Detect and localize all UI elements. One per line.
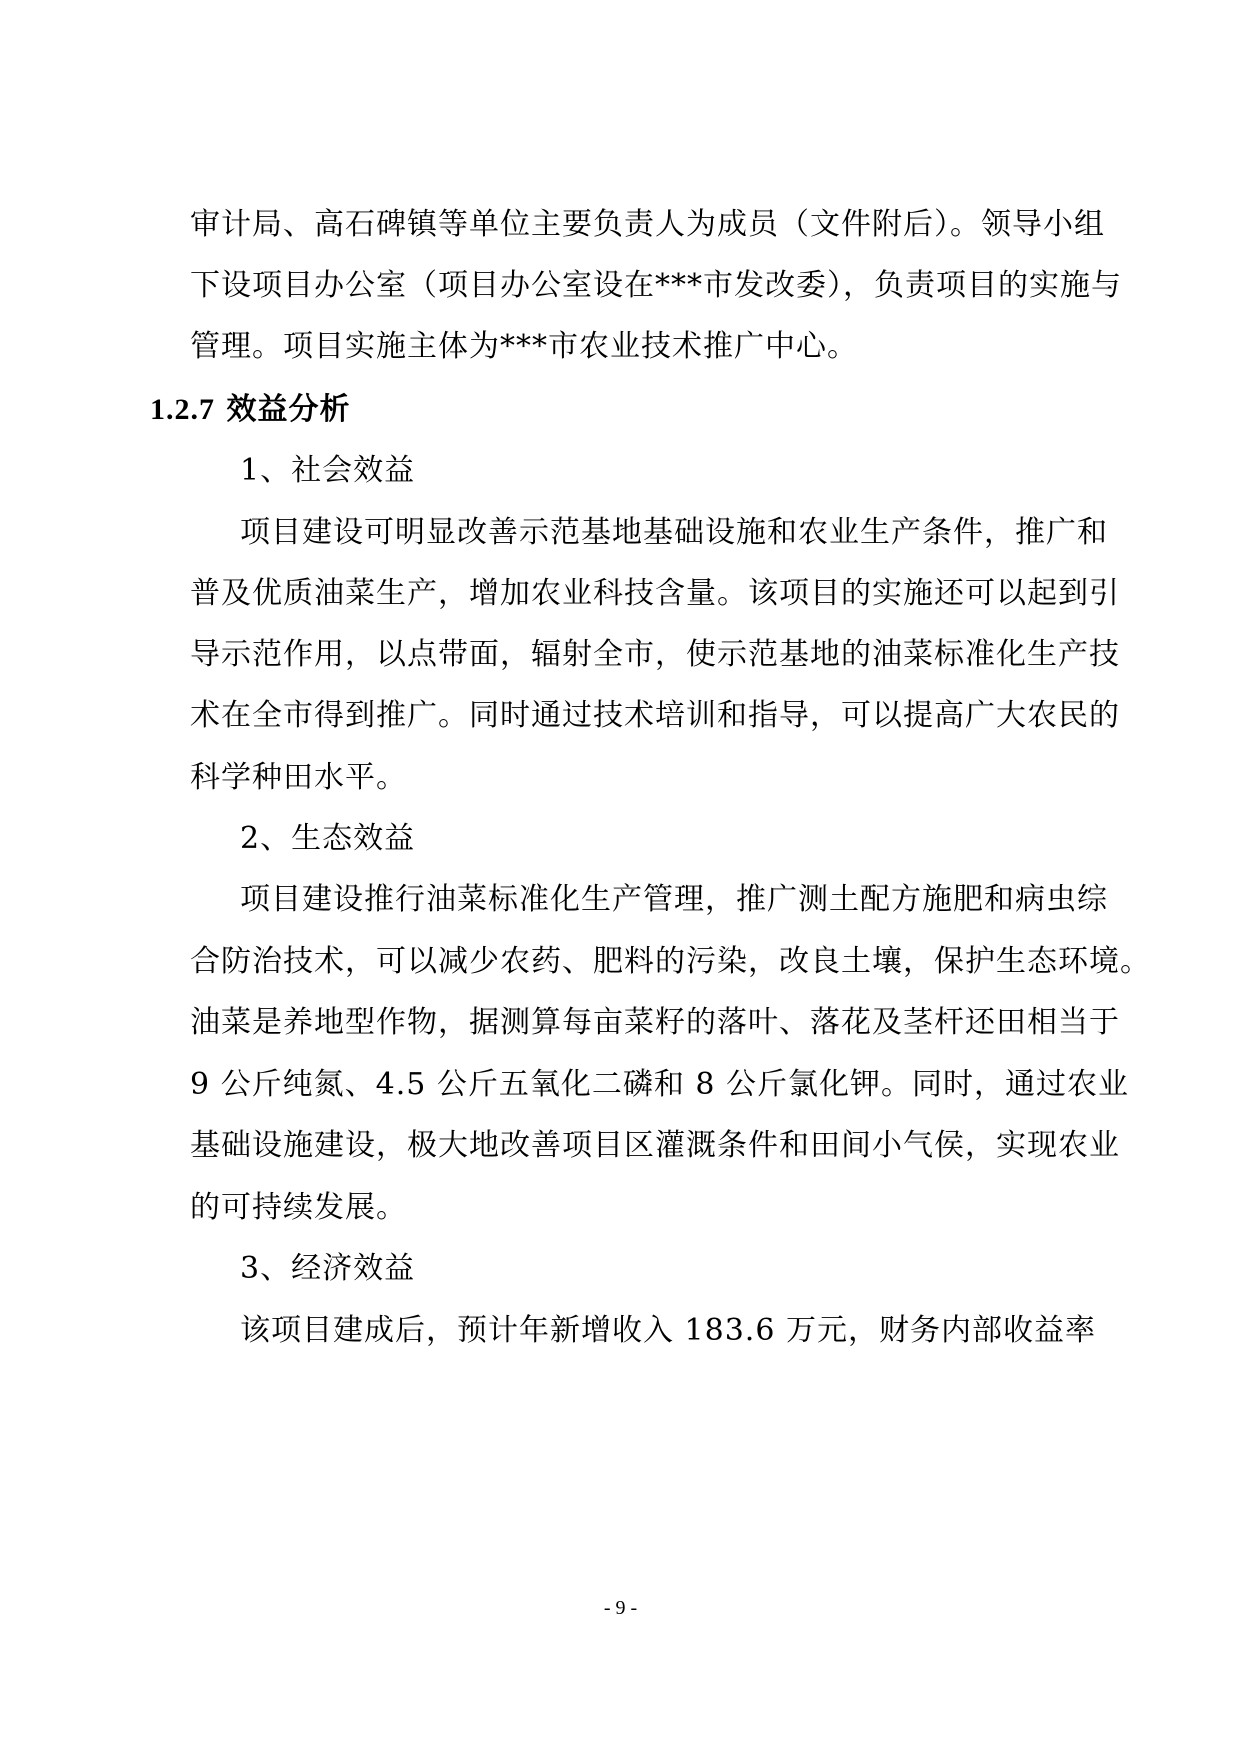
paragraph-line: 审计局、高石碑镇等单位主要负责人为成员（文件附后）。领导小组 xyxy=(190,207,1105,242)
section-number: 1.2.7 xyxy=(150,393,215,426)
subsection-heading-social: 1、社会效益 xyxy=(240,453,416,488)
section-heading xyxy=(150,392,350,428)
paragraph-line: 导示范作用，以点带面，辐射全市，使示范基地的油菜标准化生产技 xyxy=(190,637,1120,672)
subsection-heading-eco: 2、生态效益 xyxy=(240,821,416,856)
paragraph-line: 的可持续发展。 xyxy=(190,1190,407,1225)
paragraph-line: 基础设施建设，极大地改善项目区灌溉条件和田间小气侯，实现农业 xyxy=(190,1128,1120,1163)
subsection-heading-economic: 3、经济效益 xyxy=(240,1251,416,1286)
paragraph-line: 管理。项目实施主体为***市农业技术推广中心。 xyxy=(190,329,858,364)
paragraph-line: 术在全市得到推广。同时通过技术培训和指导，可以提高广大农民的 xyxy=(190,698,1120,733)
paragraph-line: 项目建设可明显改善示范基地基础设施和农业生产条件，推广和 xyxy=(240,515,1108,550)
page-number: - 9 - xyxy=(603,1597,638,1619)
paragraph-line: 科学种田水平。 xyxy=(190,760,407,795)
paragraph-line: 合防治技术，可以减少农药、肥料的污染，改良土壤，保护生态环境。 xyxy=(190,944,1151,979)
paragraph-line: 下设项目办公室（项目办公室设在***市发改委），负责项目的实施与 xyxy=(190,268,1122,303)
section-title: 效益分析 xyxy=(226,392,351,427)
paragraph-line: 该项目建成后，预计年新增收入 183.6 万元，财务内部收益率 xyxy=(240,1313,1096,1348)
paragraph-line: 项目建设推行油菜标准化生产管理，推广测土配方施肥和病虫综 xyxy=(240,882,1108,917)
paragraph-line: 9 公斤纯氮、4.5 公斤五氧化二磷和 8 公斤氯化钾。同时，通过农业 xyxy=(190,1067,1130,1102)
paragraph-line: 油菜是养地型作物，据测算每亩菜籽的落叶、落花及茎杆还田相当于 xyxy=(190,1005,1120,1040)
paragraph-line: 普及优质油菜生产，增加农业科技含量。该项目的实施还可以起到引 xyxy=(190,576,1120,611)
